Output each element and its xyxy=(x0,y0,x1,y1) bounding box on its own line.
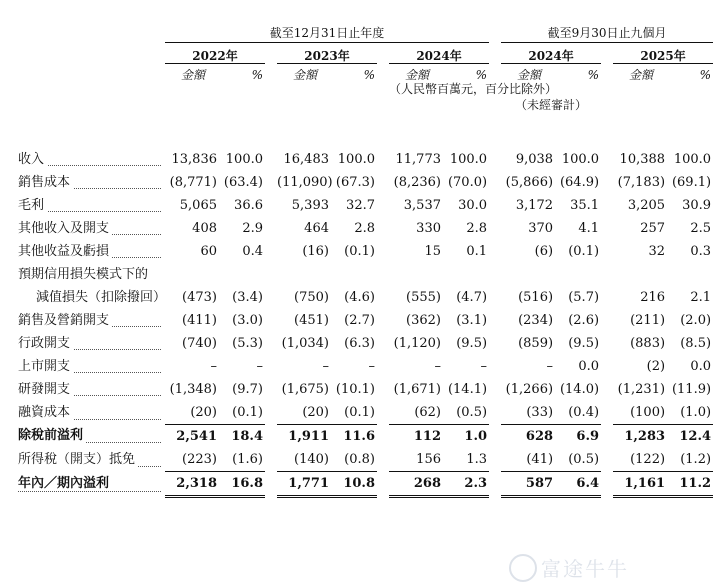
amount-cell: (234) xyxy=(518,312,554,328)
amount-cell: (740) xyxy=(182,335,217,351)
period-nine-months-label: 截至9月30日止九個月 xyxy=(501,24,713,43)
percent-cell: 6.9 xyxy=(576,428,600,444)
amount-cell: 156 xyxy=(389,448,445,472)
table-row xyxy=(0,286,713,309)
row-label xyxy=(0,309,165,332)
percent-cell: (1.0) xyxy=(669,401,713,425)
amount-cell: (362) xyxy=(406,312,441,328)
percent-cell: (10.1) xyxy=(335,381,375,397)
amount-cell xyxy=(277,263,333,286)
row-label xyxy=(0,263,165,286)
table-row xyxy=(0,148,713,171)
amount-cell: 9,038 xyxy=(515,151,554,167)
income-statement-body xyxy=(0,148,713,497)
amount-cell: (473) xyxy=(182,289,217,305)
percent-cell: (63.4) xyxy=(223,174,263,190)
percent-cell: 32.7 xyxy=(346,197,375,213)
amount-cell xyxy=(389,263,445,286)
amount-cell: (859) xyxy=(518,335,554,351)
amount-cell: 16,483 xyxy=(283,151,329,167)
percent-cell: 100.0 xyxy=(449,151,488,167)
percent-subheader: % xyxy=(699,68,712,82)
percent-cell: (0.1) xyxy=(344,243,375,259)
amount-cell: 628 xyxy=(525,428,554,444)
percent-cell: (3.1) xyxy=(456,312,488,328)
amount-cell: 10,388 xyxy=(619,151,666,167)
percent-cell: (8.5) xyxy=(680,335,712,351)
percent-cell: 100.0 xyxy=(561,151,600,167)
percent-cell: 16.8 xyxy=(221,472,265,497)
percent-cell: 35.1 xyxy=(570,197,600,213)
row-label-text: 其他收益及虧損 xyxy=(18,244,112,259)
amount-cell: 370 xyxy=(528,220,554,236)
amount-cell: (451) xyxy=(294,312,329,328)
period-header-row xyxy=(0,24,713,43)
percent-cell: 2.5 xyxy=(690,220,712,236)
percent-subheader: % xyxy=(587,68,600,82)
year-2024-header: 2024年 xyxy=(389,43,489,64)
unaudited-note-row xyxy=(0,98,713,120)
percent-cell: (3.4) xyxy=(232,289,263,305)
row-label-text: 收入 xyxy=(18,152,47,167)
table-row xyxy=(0,378,713,401)
amount-cell: – xyxy=(434,358,441,374)
period-annual-label: 截至12月31日止年度 xyxy=(165,24,489,43)
percent-cell: 1.3 xyxy=(445,448,489,472)
table-row xyxy=(0,401,713,425)
row-label xyxy=(0,217,165,240)
percent-cell: 100.0 xyxy=(673,151,712,167)
percent-cell xyxy=(669,263,713,286)
percent-cell: 1.0 xyxy=(464,428,488,444)
percent-cell: (2.0) xyxy=(680,312,712,328)
percent-cell: (0.1) xyxy=(568,243,600,259)
percent-cell: (9.5) xyxy=(456,335,488,351)
amount-cell: (8,236) xyxy=(393,174,441,190)
percent-cell: 0.3 xyxy=(690,243,712,259)
row-label xyxy=(0,355,165,378)
percent-cell: (69.1) xyxy=(671,174,712,190)
percent-cell: 11.2 xyxy=(669,472,713,497)
unaudited-note: （未經審計） xyxy=(515,98,588,112)
amount-cell: 3,172 xyxy=(515,197,554,213)
percent-cell: (1.6) xyxy=(221,448,265,472)
row-label-text: 除稅前溢利 xyxy=(18,428,86,443)
amount-cell: 2,318 xyxy=(165,472,221,497)
percent-cell: (0.5) xyxy=(445,401,489,425)
percent-cell: (9.5) xyxy=(568,335,600,351)
percent-cell: (2.6) xyxy=(568,312,600,328)
amount-cell: 112 xyxy=(413,428,441,444)
amount-cell: 408 xyxy=(192,220,217,236)
amount-cell: (5,866) xyxy=(505,174,554,190)
income-statement-table xyxy=(0,24,713,498)
amount-cell: (16) xyxy=(302,243,329,259)
amount-cell: – xyxy=(210,358,217,374)
percent-cell: (2.7) xyxy=(344,312,375,328)
amount-cell: 257 xyxy=(640,220,666,236)
table-row xyxy=(0,472,713,497)
percent-cell xyxy=(221,263,265,286)
column-subheader-row xyxy=(0,64,713,83)
table-row xyxy=(0,309,713,332)
futu-logo-icon xyxy=(509,554,537,582)
amount-subheader: 金額 xyxy=(629,68,654,82)
year-2023-header: 2023年 xyxy=(277,43,377,64)
amount-cell: (223) xyxy=(165,448,221,472)
watermark xyxy=(509,553,629,582)
amount-cell: (411) xyxy=(182,312,217,328)
amount-cell: (20) xyxy=(165,401,221,425)
percent-cell: 18.4 xyxy=(231,428,263,444)
table-row xyxy=(0,217,713,240)
percent-cell: 2.1 xyxy=(690,289,712,305)
amount-cell: 5,393 xyxy=(291,197,329,213)
amount-cell: 5,065 xyxy=(179,197,217,213)
amount-cell: (516) xyxy=(518,289,554,305)
nine-month-2025-header: 2025年 xyxy=(613,43,713,64)
amount-cell: (555) xyxy=(406,289,441,305)
amount-cell: (140) xyxy=(277,448,333,472)
row-label xyxy=(0,194,165,217)
percent-cell: 30.9 xyxy=(682,197,712,213)
percent-cell: (0.1) xyxy=(333,401,377,425)
row-label-text: 研發開支 xyxy=(18,382,73,397)
table-row xyxy=(0,355,713,378)
amount-cell: 464 xyxy=(304,220,329,236)
percent-cell: (14.1) xyxy=(447,381,488,397)
percent-cell: (0.5) xyxy=(557,448,601,472)
percent-cell: 0.0 xyxy=(578,358,600,374)
percent-cell: 0.1 xyxy=(466,243,488,259)
unit-note-row xyxy=(0,82,713,98)
nine-month-2024-header: 2024年 xyxy=(501,43,601,64)
amount-cell: 3,537 xyxy=(403,197,441,213)
row-label-text: 上市開支 xyxy=(18,359,73,374)
percent-cell xyxy=(557,263,601,286)
percent-cell: 36.6 xyxy=(234,197,263,213)
year-2022-header: 2022年 xyxy=(165,43,265,64)
amount-cell: 3,205 xyxy=(627,197,666,213)
amount-cell: 1,283 xyxy=(624,428,666,444)
amount-cell: (1,675) xyxy=(281,381,329,397)
row-label xyxy=(0,240,165,263)
percent-cell xyxy=(445,263,489,286)
amount-cell: (1,120) xyxy=(393,335,441,351)
amount-cell: (7,183) xyxy=(617,174,666,190)
percent-cell: 6.4 xyxy=(557,472,601,497)
unit-note: （人民幣百萬元，百分比除外） xyxy=(389,82,558,96)
amount-cell: 1,771 xyxy=(277,472,333,497)
amount-subheader: 金額 xyxy=(404,68,429,82)
amount-cell: (122) xyxy=(613,448,669,472)
percent-cell: (67.3) xyxy=(335,174,375,190)
amount-cell: (1,034) xyxy=(281,335,329,351)
table-row xyxy=(0,240,713,263)
amount-cell: – xyxy=(546,358,554,374)
percent-cell: 2.3 xyxy=(445,472,489,497)
amount-cell: – xyxy=(322,358,329,374)
row-label-text: 預期信用損失模式下的 xyxy=(18,267,151,282)
amount-cell: 1,911 xyxy=(288,428,329,444)
percent-cell: – xyxy=(480,358,488,374)
percent-cell: (3.0) xyxy=(232,312,263,328)
row-label-text: 毛利 xyxy=(18,198,47,213)
row-label xyxy=(0,378,165,401)
percent-cell: (4.6) xyxy=(344,289,375,305)
amount-cell: (20) xyxy=(277,401,333,425)
amount-subheader: 金額 xyxy=(292,68,317,82)
amount-cell: (1,348) xyxy=(169,381,217,397)
row-label-text: 所得稅（開支）抵免 xyxy=(18,452,138,467)
row-label-text: 減值損失（扣除撥回） xyxy=(36,290,169,305)
row-label-text: 年內／期內溢利 xyxy=(18,476,112,491)
amount-cell: 587 xyxy=(501,472,557,497)
amount-cell: (6) xyxy=(534,243,554,259)
amount-cell: (1,231) xyxy=(617,381,666,397)
amount-cell: (883) xyxy=(630,335,666,351)
percent-cell xyxy=(333,263,377,286)
table-row xyxy=(0,332,713,355)
amount-cell: (62) xyxy=(389,401,445,425)
percent-cell: 2.8 xyxy=(354,220,375,236)
amount-cell: (211) xyxy=(630,312,666,328)
amount-cell: (1,266) xyxy=(505,381,554,397)
row-label-text: 銷售成本 xyxy=(18,175,73,190)
percent-cell: (0.8) xyxy=(333,448,377,472)
amount-cell: (1,671) xyxy=(393,381,441,397)
amount-subheader: 金額 xyxy=(180,68,205,82)
amount-cell xyxy=(613,263,669,286)
percent-cell: 0.0 xyxy=(690,358,712,374)
percent-cell: 12.4 xyxy=(679,428,712,444)
percent-cell: 100.0 xyxy=(337,151,375,167)
row-label xyxy=(0,332,165,355)
percent-cell: (0.4) xyxy=(557,401,601,425)
amount-cell: 13,836 xyxy=(171,151,217,167)
row-label xyxy=(0,171,165,194)
percent-cell: (1.2) xyxy=(669,448,713,472)
percent-cell: (11.9) xyxy=(671,381,712,397)
row-label xyxy=(0,401,165,425)
percent-subheader: % xyxy=(251,68,263,82)
amount-cell: 1,161 xyxy=(613,472,669,497)
percent-cell: 100.0 xyxy=(225,151,263,167)
year-header-row xyxy=(0,43,713,64)
percent-cell: (70.0) xyxy=(447,174,488,190)
percent-cell: 11.6 xyxy=(343,428,375,444)
amount-cell: (41) xyxy=(501,448,557,472)
row-label-text: 其他收入及開支 xyxy=(18,221,112,236)
amount-cell: (100) xyxy=(613,401,669,425)
percent-cell: 0.4 xyxy=(242,243,263,259)
percent-cell: (0.1) xyxy=(221,401,265,425)
row-label xyxy=(0,425,165,449)
table-row xyxy=(0,263,713,286)
amount-cell xyxy=(165,263,221,286)
amount-cell: 60 xyxy=(200,243,217,259)
percent-cell: – xyxy=(256,358,263,374)
percent-subheader: % xyxy=(475,68,488,82)
amount-cell: 32 xyxy=(648,243,666,259)
percent-cell: (5.7) xyxy=(568,289,600,305)
percent-cell: (14.0) xyxy=(559,381,600,397)
row-label xyxy=(0,448,165,472)
amount-cell: 2,541 xyxy=(176,428,217,444)
amount-cell: (2) xyxy=(646,358,666,374)
watermark-text: 富途牛牛 xyxy=(541,557,629,581)
percent-cell: 4.1 xyxy=(578,220,600,236)
amount-cell: (11,090) xyxy=(277,174,333,190)
amount-cell xyxy=(501,263,557,286)
percent-subheader: % xyxy=(363,68,375,82)
amount-cell: (33) xyxy=(501,401,557,425)
amount-cell: 11,773 xyxy=(395,151,441,167)
row-label xyxy=(0,286,165,309)
amount-cell: (750) xyxy=(294,289,329,305)
row-label xyxy=(0,148,165,171)
amount-cell: 330 xyxy=(416,220,441,236)
amount-cell: (8,771) xyxy=(169,174,217,190)
row-label-text: 銷售及營銷開支 xyxy=(18,313,112,328)
percent-cell: (4.7) xyxy=(456,289,488,305)
percent-cell: 2.9 xyxy=(242,220,263,236)
percent-cell: – xyxy=(368,358,375,374)
percent-cell: (6.3) xyxy=(344,335,375,351)
table-row xyxy=(0,425,713,449)
table-row xyxy=(0,171,713,194)
table-row xyxy=(0,448,713,472)
row-label xyxy=(0,472,165,497)
row-label-text: 行政開支 xyxy=(18,336,73,351)
row-label-text: 融資成本 xyxy=(18,405,73,420)
percent-cell: 10.8 xyxy=(333,472,377,497)
percent-cell: (9.7) xyxy=(232,381,263,397)
amount-cell: 15 xyxy=(424,243,441,259)
amount-cell: 216 xyxy=(640,289,666,305)
table-row xyxy=(0,194,713,217)
amount-subheader: 金額 xyxy=(517,68,542,82)
percent-cell: 2.8 xyxy=(466,220,488,236)
percent-cell: 30.0 xyxy=(458,197,488,213)
amount-cell: 268 xyxy=(389,472,445,497)
percent-cell: (5.3) xyxy=(232,335,263,351)
percent-cell: (64.9) xyxy=(559,174,600,190)
